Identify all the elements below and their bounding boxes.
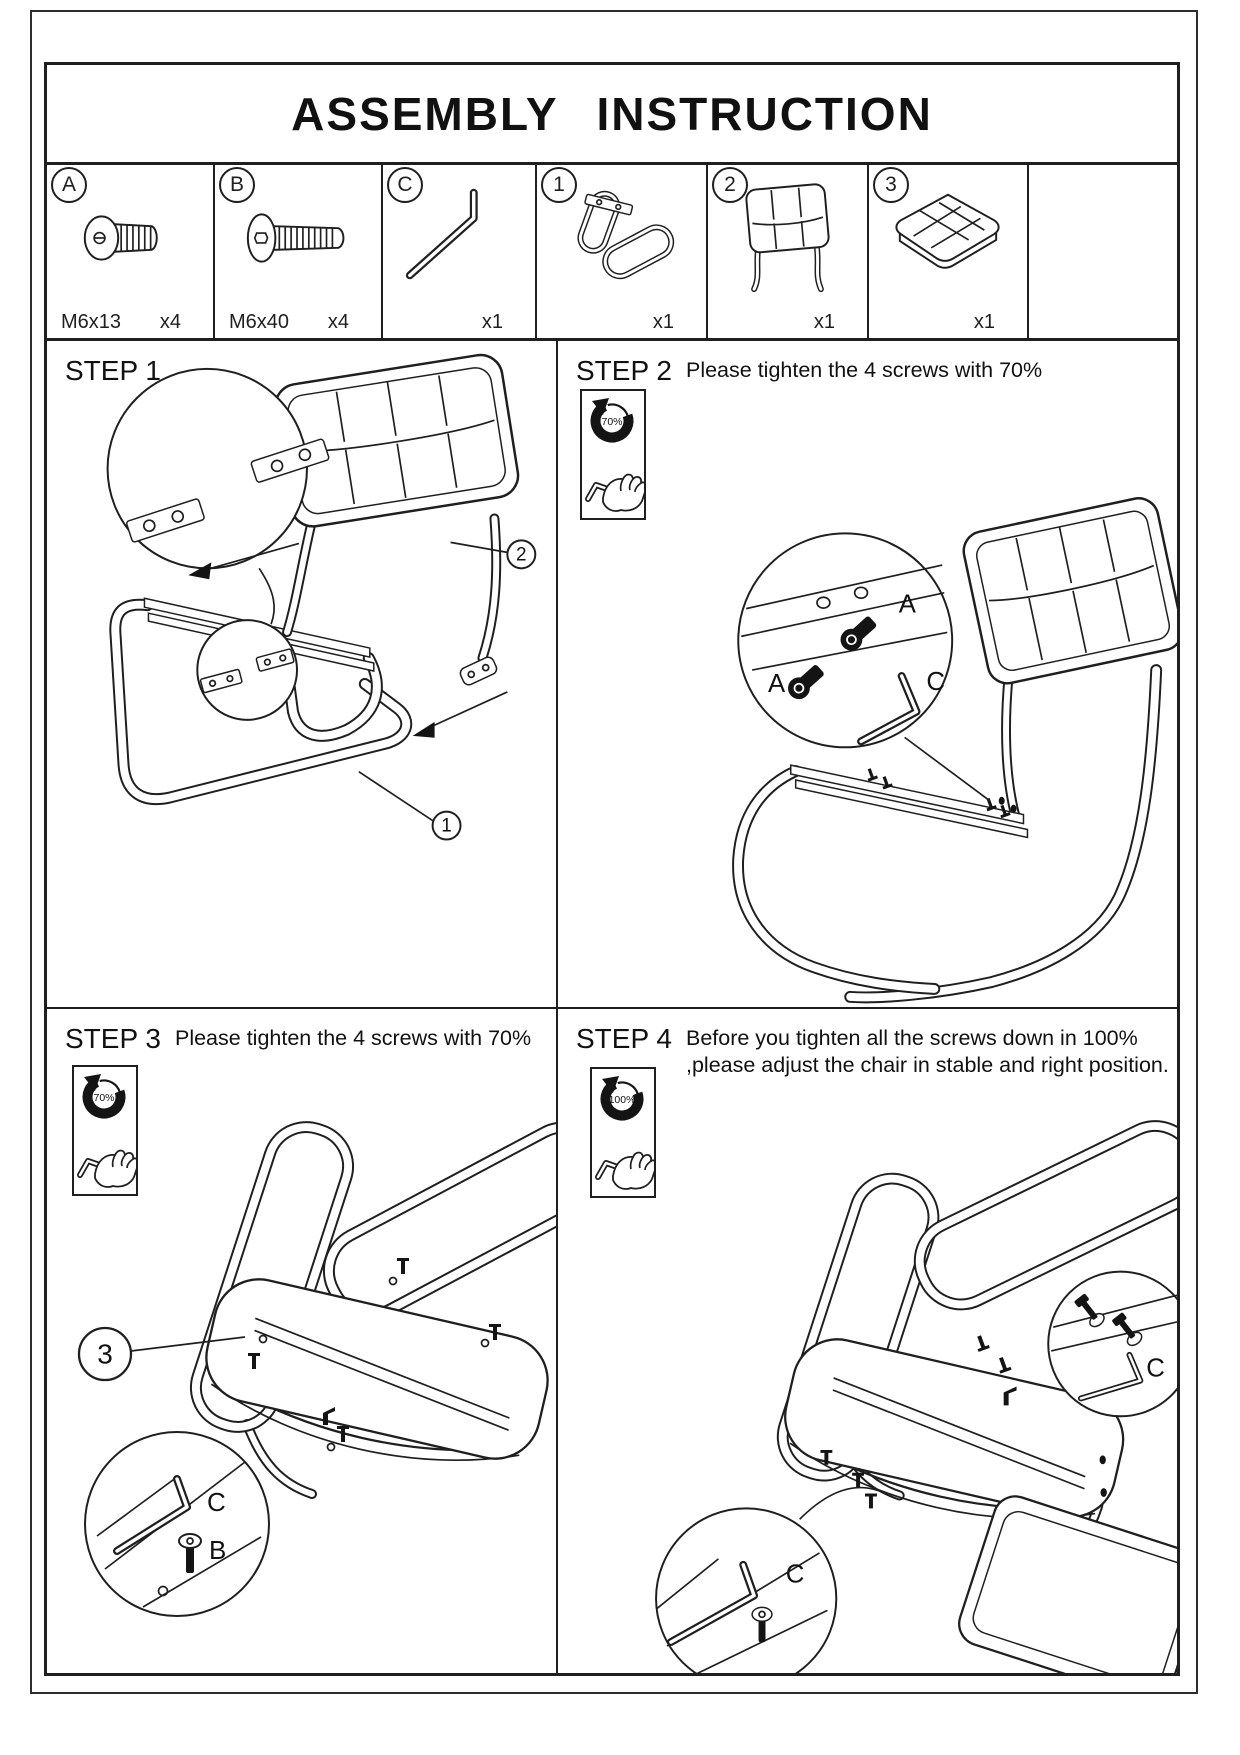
step4-section xyxy=(558,1009,1177,1673)
screw-a-drawing xyxy=(85,216,157,259)
part-qty-2: x1 xyxy=(813,311,835,333)
part-cell-1 xyxy=(537,165,708,338)
part-label-1 xyxy=(537,311,706,334)
part-id-1: 1 xyxy=(553,173,565,196)
label-c: C xyxy=(926,667,946,696)
zoom-connector xyxy=(259,568,274,624)
step4-title: STEP 4 xyxy=(576,1023,672,1054)
page-title: ASSEMBLY INSTRUCTION xyxy=(291,87,933,140)
part-id-2: 2 xyxy=(724,173,736,196)
part-id-badge-b xyxy=(219,167,255,203)
seat-bottom xyxy=(193,1270,556,1487)
torque-indicator-70 xyxy=(580,389,646,520)
screw-b-drawing xyxy=(248,214,344,261)
torque-percent-label: 70% xyxy=(93,1092,115,1104)
torque-indicator-100 xyxy=(590,1067,656,1198)
part-label-c xyxy=(383,311,535,334)
part-id-c: C xyxy=(397,173,413,196)
floor-loop-right xyxy=(315,1113,556,1328)
allen-key-hand-icon xyxy=(598,1153,654,1190)
part-qty-c: x1 xyxy=(481,311,503,333)
part-qty-a: x4 xyxy=(159,311,181,333)
allen-key-drawing xyxy=(410,193,474,276)
step1-diagram xyxy=(47,341,556,1007)
part-cell-b xyxy=(215,165,383,338)
part-label-a xyxy=(47,311,213,334)
step3-section xyxy=(47,1009,558,1673)
page-inner-border xyxy=(44,62,1180,1676)
backrest-drawing xyxy=(746,184,830,290)
part-qty-b: x4 xyxy=(327,311,349,333)
part-label-2 xyxy=(708,311,867,334)
part-id-badge-c xyxy=(387,167,423,203)
step4-instruction: Before you tighten all the screws down in 100% ,please adjust the chair in stable and right position. xyxy=(685,1026,1169,1077)
part-id-badge-1 xyxy=(541,167,577,203)
screw-detail-circle xyxy=(738,533,952,747)
callout-backrest-number: 2 xyxy=(516,544,527,566)
torque-percent-label: 70% xyxy=(601,416,623,428)
part-id-badge-a xyxy=(51,167,87,203)
zoom-connector xyxy=(800,1488,889,1520)
screw-detail-circle-bottom xyxy=(656,1508,836,1673)
step1-title: STEP 1 xyxy=(65,355,161,386)
step1-header xyxy=(47,341,556,387)
label-b: B xyxy=(209,1535,227,1565)
parts-row-empty-cell xyxy=(1029,165,1177,338)
torque-percent-label: 100% xyxy=(608,1094,636,1106)
callout-frame-number: 1 xyxy=(441,815,452,837)
part-id-badge-3 xyxy=(873,167,909,203)
part-id-a: A xyxy=(61,173,76,196)
part-label-b xyxy=(215,311,381,334)
part-size-b: M6x40 xyxy=(229,311,290,333)
parts-row xyxy=(47,165,1177,341)
part-size-a: M6x13 xyxy=(61,311,122,333)
torque-arrow-icon xyxy=(601,1076,643,1120)
upside-down-chair xyxy=(186,1113,556,1494)
step2-header xyxy=(558,341,1177,387)
step3-header xyxy=(47,1009,556,1055)
page-outer-border xyxy=(30,10,1198,1694)
allen-key-hand-icon xyxy=(588,475,644,512)
part-cell-3 xyxy=(869,165,1029,338)
backrest-cushion xyxy=(960,495,1177,687)
part-id-3: 3 xyxy=(885,173,897,196)
allen-key-hand-icon xyxy=(80,1151,136,1188)
step3-instruction: Please tighten the 4 screws with 70% xyxy=(174,1026,532,1050)
step2-title: STEP 2 xyxy=(576,355,672,386)
callout-frame xyxy=(359,772,461,840)
part-id-b: B xyxy=(229,173,244,196)
slide-arrow-icon-2 xyxy=(413,692,508,738)
steps-grid xyxy=(47,341,1177,1673)
part-cell-c xyxy=(383,165,537,338)
part-qty-3: x1 xyxy=(973,311,995,333)
step1-section xyxy=(47,341,558,1009)
bracket-zoom-circle-small xyxy=(197,620,297,720)
label-c: C xyxy=(207,1487,226,1517)
part-qty-1: x1 xyxy=(652,311,674,333)
label-c-bottom: C xyxy=(785,1560,805,1589)
step4-header xyxy=(558,1009,1177,1079)
step2-section xyxy=(558,341,1177,1009)
label-a-top: A xyxy=(898,590,916,619)
frame-drawing xyxy=(577,190,677,281)
callout-seat-number: 3 xyxy=(97,1338,113,1370)
screw-detail-circle xyxy=(85,1432,269,1616)
torque-arrow-icon xyxy=(83,1074,125,1118)
torque-arrow-icon xyxy=(591,398,633,442)
zoom-connector xyxy=(905,737,990,800)
seat-drawing xyxy=(896,195,998,268)
part-label-3 xyxy=(869,311,1027,334)
step3-title: STEP 3 xyxy=(65,1023,161,1054)
label-a-left: A xyxy=(767,669,786,698)
step2-instruction: Please tighten the 4 screws with 70% xyxy=(685,358,1043,382)
part-cell-2 xyxy=(708,165,869,338)
step2-diagram xyxy=(558,341,1177,1007)
title-band xyxy=(47,65,1177,165)
screw-detail-circle-top xyxy=(1048,1272,1177,1417)
part-cell-a xyxy=(47,165,215,338)
part-id-badge-2 xyxy=(712,167,748,203)
label-c-top: C xyxy=(1146,1354,1165,1383)
torque-indicator-70b xyxy=(72,1065,138,1196)
backrest-cushion xyxy=(954,1491,1177,1673)
